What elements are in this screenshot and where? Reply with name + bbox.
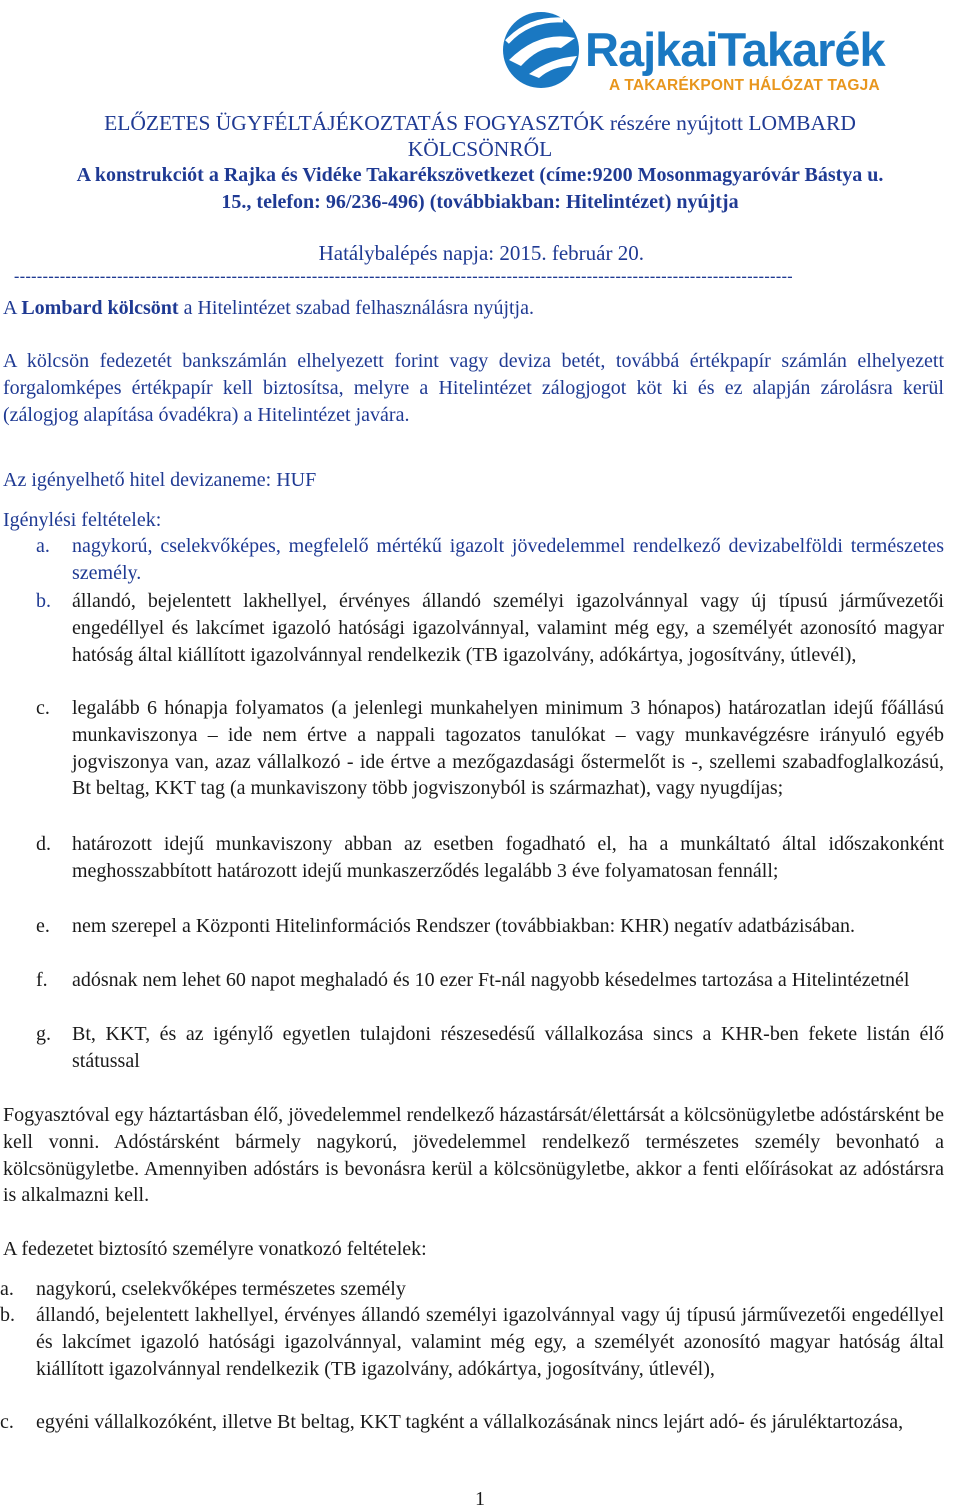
guarantor-item — [0, 1276, 944, 1303]
condition-label: d. — [36, 833, 51, 855]
currency-line: Az igényelhető hitel devizaneme: HUF — [3, 469, 317, 491]
condition-label: f. — [36, 969, 48, 991]
intro-prefix: A — [3, 297, 22, 319]
condition-text: adósnak nem lehet 60 napot meghaladó és 10 ezer Ft-nál nagyobb késedelmes tartozása a Hitelintézetnél — [72, 969, 910, 991]
condition-text: nem szerepel a Központi Hitelinformációs Rendszer (továbbiakban: KHR) negatív adatbázisában. — [72, 915, 856, 937]
condition-item — [36, 1021, 944, 1075]
condition-item — [36, 913, 944, 940]
separator-line: ---------------------------------------------------------------------------------------------------------------------------------------- — [14, 268, 794, 285]
condition-label: e. — [36, 915, 50, 937]
condition-text: határozott idejű munkaviszony abban az esetben fogadható el, ha a munkáltató által időszakonként meghosszabbított határozott idejű munkaszerződés legalább 3 éve folyamatosan fennáll; — [72, 833, 944, 882]
doc-title-line1: ELŐZETES ÜGYFÉLTÁJÉKOZTATÁS FOGYASZTÓK részére nyújtott LOMBARD — [104, 111, 856, 135]
guarantor-heading: A fedezetet biztosító személyre vonatkozó feltételek: — [3, 1238, 427, 1260]
guarantor-item — [0, 1409, 944, 1436]
guarantor-item — [0, 1302, 944, 1382]
logo-tagline: A TAKARÉKPONT HÁLÓZAT TAGJA — [609, 77, 880, 94]
doc-title-line2: KÖLCSÖNRŐL — [407, 137, 553, 161]
logo-name: RajkaiTakarék — [585, 23, 885, 76]
condition-text: nagykorú, cselekvőképes, megfelelő mértékű igazolt jövedelemmel rendelkező devizabelföldi természetes személy. — [72, 535, 944, 584]
intro-rest: a Hitelintézet szabad felhasználásra nyújtja. — [178, 297, 534, 319]
logo-globe-icon — [499, 8, 583, 92]
condition-text: legalább 6 hónapja folyamatos (a jelenlegi munkahelyen minimum 3 hónapos) határozatlan idejű főállású munkaviszonya – ide nem értve a nappali tagozatos tanulókat – vagy munkavégzésre irányuló egyéb jogviszonya van, azaz vállalkozó - ide értve a mezőgazdasági őstermelőt is -, szellemi szabadfoglalkozású, Bt beltag, KKT tag (a munkaviszony több jogviszonyból is származhat), vagy nyugdíjas; — [72, 697, 944, 800]
condition-label: b. — [36, 590, 51, 612]
condition-text: állandó, bejelentett lakhellyel, érvényes állandó személyi igazolvánnyal vagy új típusú járművezetői engedéllyel és lakcímet igazoló hatósági igazolvánnyal, valamint még egy, a személyét azonosító magyar hatóság által kiállított igazolvánnyal rendelkezik (TB igazolvány, adókártya, jogosítvány, útlevél), — [72, 590, 944, 666]
collateral-paragraph: A kölcsön fedezetét bankszámlán elhelyezett forint vagy deviza betét, továbbá értékpapír számlán elhelyezett forgalomképes értékpapír kell biztosítsa, melyre a Hitelintézet zálogjogot köt ki és ez alapján zárolásra kerül (zálogjog alapítása óvadékra) a Hitelintézet javára. — [3, 350, 944, 426]
intro-bold: Lombard kölcsönt — [21, 297, 179, 319]
condition-item — [36, 967, 944, 994]
condition-label: a. — [36, 535, 50, 557]
doc-subtitle-line1: A konstrukciót a Rajka és Vidéke Takarékszövetkezet (címe:9200 Mosonmagyaróvár Bástya u. — [76, 164, 884, 186]
condition-item — [36, 695, 944, 802]
guarantor-text: állandó, bejelentett lakhellyel, érvényes állandó személyi igazolvánnyal vagy új típusú járművezetői engedéllyel és lakcímet igazoló hatósági igazolvánnyal, valamint még egy, a személyét azonosító magyar hatóság által kiállított igazolvánnyal rendelkezik (TB igazolvány, adókártya, jogosítvány, útlevél), — [36, 1304, 944, 1380]
page-number: 1 — [475, 1488, 485, 1510]
doc-subtitle-line2: 15., telefon: 96/236-496) (továbbiakban: Hitelintézet) nyújtja — [221, 191, 739, 213]
co-debtor-paragraph: Fogyasztóval egy háztartásban élő, jövedelemmel rendelkező házastársát/élettársát a kölcsönügyletbe adóstársként be kell vonni. Adóstársként bármely nagykorú, jövedelemmel rendelkező természetes személy bevonható a kölcsönügyletbe. Amennyiben adóstárs is bevonásra kerül a kölcsönügyletbe, akkor a fenti előírásokat az adóstársra is alkalmazni kell. — [3, 1104, 944, 1207]
condition-item — [36, 588, 944, 668]
rajkai-takarek-logo — [499, 8, 954, 96]
condition-label: c. — [36, 697, 50, 719]
condition-label: g. — [36, 1023, 51, 1045]
guarantor-text: nagykorú, cselekvőképes természetes személy — [36, 1278, 406, 1300]
guarantor-label: a. — [0, 1278, 14, 1300]
conditions-heading: Igénylési feltételek: — [3, 509, 162, 531]
guarantor-label: c. — [0, 1411, 14, 1433]
guarantor-text: egyéni vállalkozóként, illetve Bt beltag, KKT tagként a vállalkozásának nincs lejárt adó- és járuléktartozása, — [36, 1411, 904, 1433]
condition-item — [36, 831, 944, 885]
guarantor-label: b. — [0, 1304, 15, 1326]
effective-date: Hatálybalépés napja: 2015. február 20. — [318, 241, 644, 265]
condition-item — [36, 533, 944, 587]
condition-text: Bt, KKT, és az igénylő egyetlen tulajdoni részesedésű vállalkozása sincs a KHR-ben fekete listán élő státussal — [72, 1023, 944, 1072]
intro-line — [3, 295, 944, 322]
